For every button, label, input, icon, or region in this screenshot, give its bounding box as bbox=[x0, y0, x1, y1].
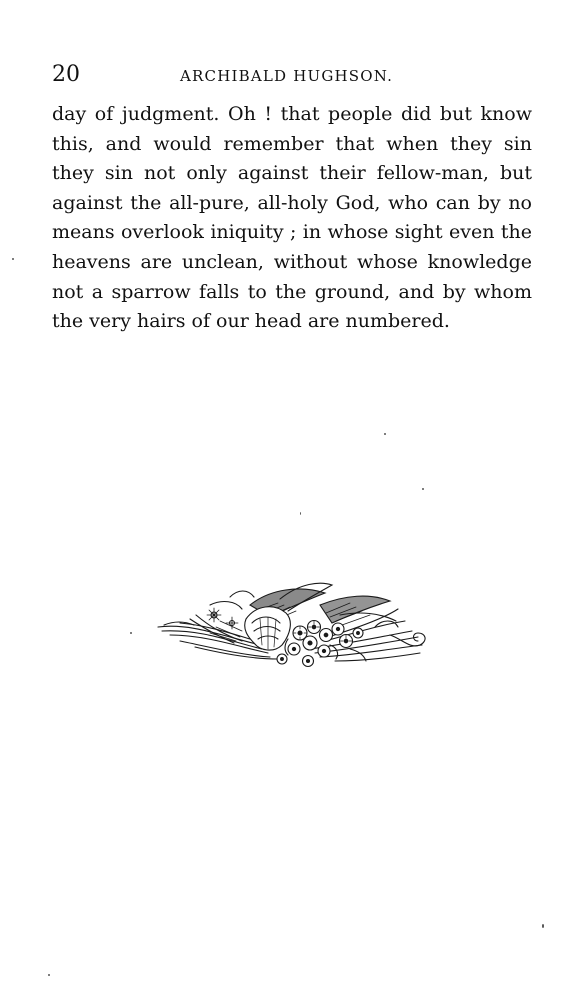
text-line: they sin not only against their fellow-man, but bbox=[52, 162, 532, 185]
floral-tailpiece-icon bbox=[150, 575, 435, 680]
text-line: not a sparrow falls to the ground, and by whom bbox=[52, 280, 532, 303]
paper-speck bbox=[12, 258, 14, 260]
paper-speck bbox=[384, 433, 386, 435]
text-line: this, and would remember that when they sin bbox=[52, 132, 532, 155]
paper-speck bbox=[422, 488, 424, 490]
page-number: 20 bbox=[52, 62, 80, 87]
running-head bbox=[52, 60, 532, 90]
paper-speck bbox=[130, 632, 132, 634]
paper-speck bbox=[48, 974, 50, 976]
paper-speck bbox=[300, 512, 301, 515]
text-line: means overlook iniquity ; in whose sight even the bbox=[52, 221, 532, 244]
text-line: the very hairs of our head are numbered. bbox=[52, 310, 450, 333]
text-line: day of judgment. Oh ! that people did but know bbox=[52, 103, 532, 125]
text-line: heavens are unclean, without whose knowledge bbox=[52, 250, 532, 273]
paper-speck bbox=[542, 924, 544, 928]
text-line: against the all-pure, all-holy God, who can by no bbox=[52, 191, 532, 214]
running-title: ARCHIBALD HUGHSON. bbox=[180, 67, 394, 85]
body-paragraph bbox=[52, 100, 532, 337]
